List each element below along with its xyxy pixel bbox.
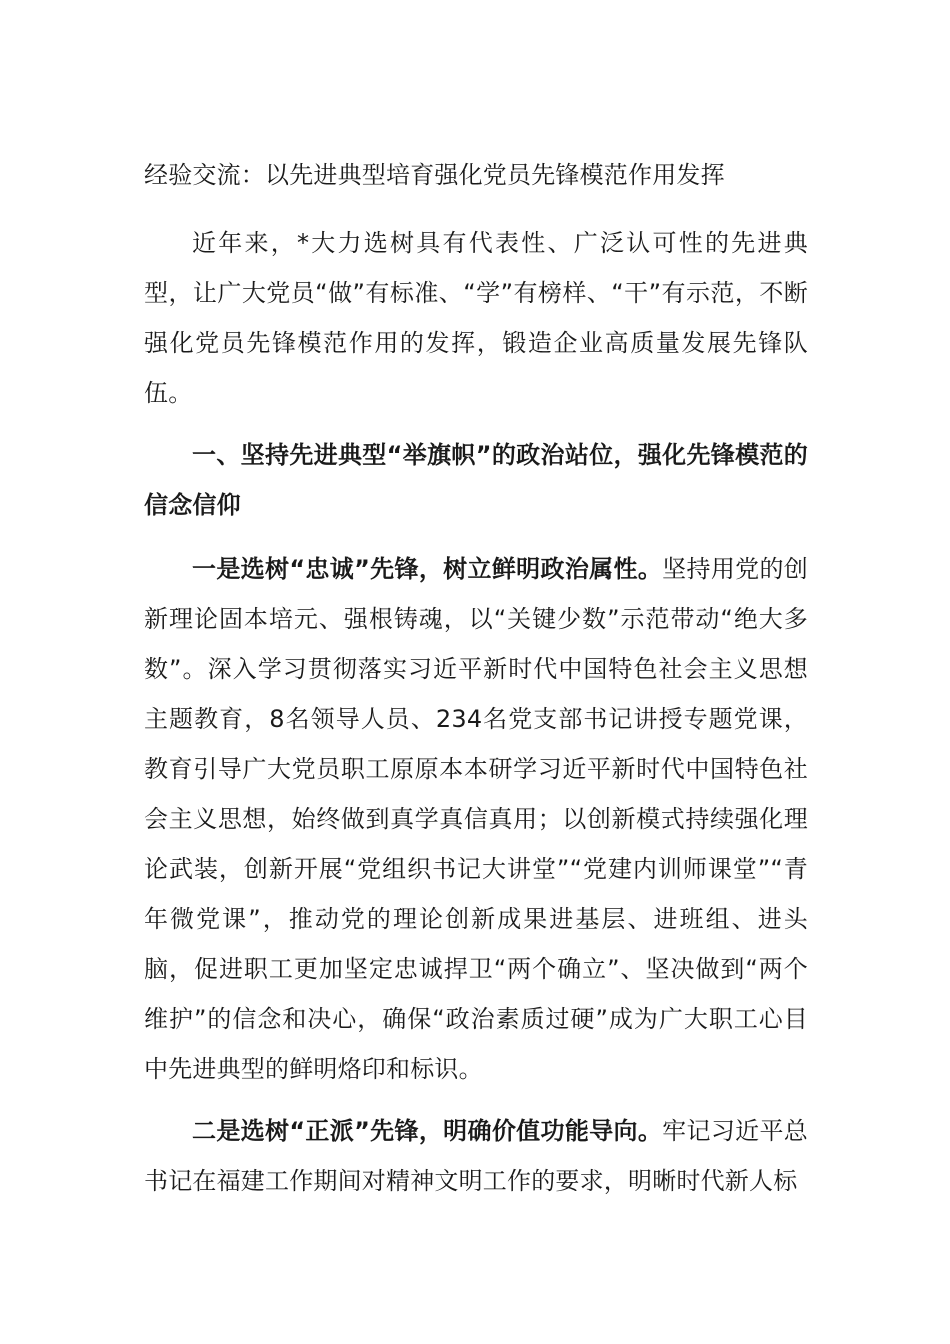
- point-two-lead: 二是选树“正派”先锋，明确价值功能导向。: [192, 1117, 663, 1145]
- point-one-body: 坚持用党的创新理论固本培元、强根铸魂，以“关键少数”示范带动“绝大多数”。深入学习贯彻落实习近平新时代中国特色社会主义思想主题教育，8名领导人员、234名党支部书记讲授专题党课，教育引导广大党员职工原原本本研学习近平新时代中国特色社会主义思想，始终做到真学真信真用；以创新模式持续强化理论武装，创新开展“党组织书记大讲堂”“党建内训师课堂”“青年微党课”，推动党的理论创新成果进基层、进班组、进头脑，促进职工更加坚定忠诚捍卫“两个确立”、坚决做到“两个维护”的信念和决心，确保“政治素质过硬”成为广大职工心目中先进典型的鲜明烙印和标识。: [144, 555, 809, 1083]
- point-one-paragraph: [144, 544, 808, 1094]
- point-two-body: 牢记习近平总书记在福建工作期间对精神文明工作的要求，明晰时代新人标: [144, 1117, 809, 1195]
- document-body: [144, 150, 808, 1218]
- section-heading: 一、坚持先进典型“举旗帜”的政治站位，强化先锋模范的信念信仰: [144, 441, 808, 519]
- intro-paragraph: 近年来，*大力选树具有代表性、广泛认可性的先进典型，让广大党员“做”有标准、“学”有榜样、“干”有示范，不断强化党员先锋模范作用的发挥，锻造企业高质量发展先锋队伍。: [144, 229, 808, 407]
- point-two-paragraph: [144, 1106, 808, 1206]
- point-one-lead: 一是选树“忠诚”先锋，树立鲜明政治属性。: [192, 555, 663, 583]
- document-title: 经验交流：以先进典型培育强化党员先锋模范作用发挥: [144, 161, 725, 189]
